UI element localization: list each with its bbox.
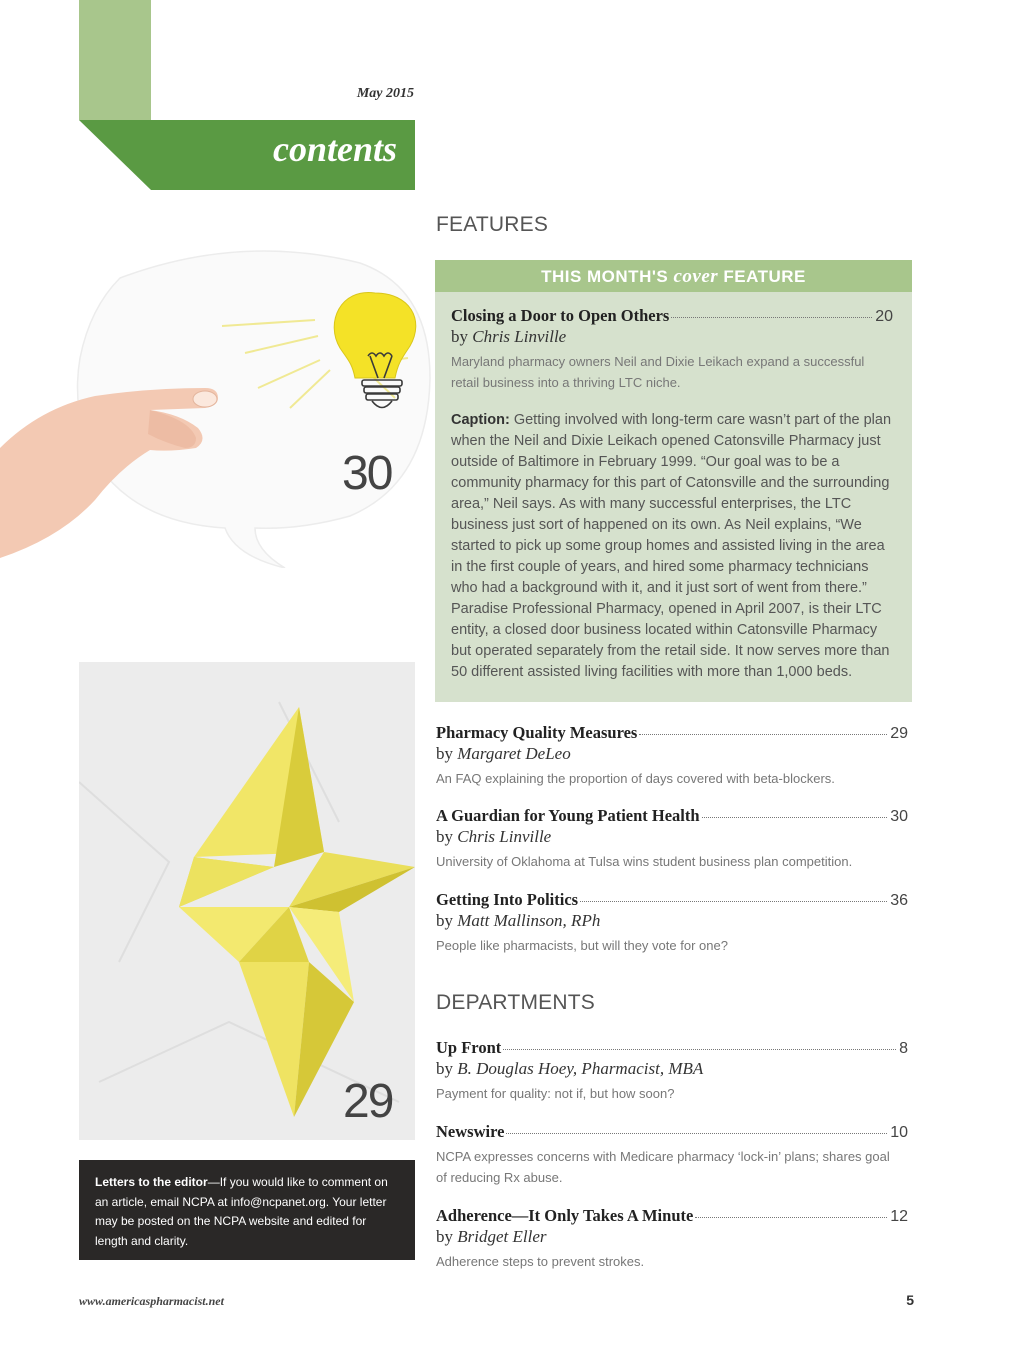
article-title[interactable]: Up Front bbox=[436, 1038, 502, 1057]
leader-dots bbox=[695, 1217, 887, 1218]
article-byline bbox=[436, 911, 908, 931]
star-page-number: 29 bbox=[343, 1075, 393, 1128]
leader-dots bbox=[671, 317, 872, 318]
cover-article-entry[interactable] bbox=[451, 306, 893, 393]
feature-entry[interactable] bbox=[436, 723, 908, 789]
page-title: contents bbox=[272, 129, 397, 169]
by-label: by bbox=[436, 1059, 453, 1078]
author-name: Matt Mallinson, RPh bbox=[457, 911, 601, 930]
article-page: 10 bbox=[890, 1124, 908, 1141]
article-description: Adherence steps to prevent strokes. bbox=[436, 1254, 645, 1269]
paper-star-image bbox=[79, 662, 415, 1140]
department-entry[interactable] bbox=[436, 1206, 908, 1272]
leader-dots bbox=[580, 901, 887, 902]
footer-website[interactable]: www.americaspharmacist.net bbox=[79, 1294, 224, 1308]
article-page: 12 bbox=[890, 1208, 908, 1225]
department-entry[interactable] bbox=[436, 1038, 908, 1104]
department-entry[interactable] bbox=[436, 1122, 908, 1188]
features-heading: FEATURES bbox=[436, 213, 549, 236]
article-byline bbox=[451, 327, 893, 347]
article-description: Maryland pharmacy owners Neil and Dixie Leikach expand a successful retail business into a thriving LTC niche. bbox=[451, 354, 865, 390]
cover-caption bbox=[451, 410, 899, 683]
feature-entry[interactable] bbox=[436, 806, 908, 872]
author-name: B. Douglas Hoey, Pharmacist, MBA bbox=[457, 1059, 704, 1078]
article-title[interactable]: A Guardian for Young Patient Health bbox=[436, 806, 700, 825]
hand-lightbulb-illustration bbox=[0, 238, 432, 568]
feature-entry[interactable] bbox=[436, 890, 908, 956]
article-description: People like pharmacists, but will they vote for one? bbox=[436, 938, 728, 953]
letters-text: —If you would like to comment on an article, email NCPA at info@ncpanet.org. Your letter may be posted on the NCPA website and edited for length and clarity. bbox=[95, 1175, 388, 1248]
author-name: Chris Linville bbox=[457, 827, 552, 846]
letters-label: Letters to the editor bbox=[95, 1175, 208, 1189]
article-description: NCPA expresses concerns with Medicare pharmacy ‘lock-in’ plans; shares goal of reducing Rx abuse. bbox=[436, 1149, 890, 1185]
article-title[interactable]: Adherence—It Only Takes A Minute bbox=[436, 1206, 694, 1225]
article-page: 36 bbox=[890, 892, 908, 909]
leader-dots bbox=[503, 1049, 896, 1050]
article-title[interactable]: Newswire bbox=[436, 1122, 505, 1141]
caption-label: Caption: bbox=[451, 412, 510, 428]
article-page: 20 bbox=[875, 308, 893, 325]
cover-feature-label bbox=[435, 260, 912, 292]
article-byline bbox=[436, 1059, 908, 1079]
author-name: Bridget Eller bbox=[457, 1227, 547, 1246]
header-tab-accent bbox=[79, 0, 151, 120]
bulb-page-number: 30 bbox=[342, 447, 392, 500]
author-name: Margaret DeLeo bbox=[457, 744, 571, 763]
star-photo bbox=[79, 662, 415, 1140]
article-description: An FAQ explaining the proportion of days covered with beta-blockers. bbox=[436, 771, 835, 786]
article-page: 30 bbox=[890, 808, 908, 825]
cover-label-text: THIS MONTH'S bbox=[541, 267, 674, 286]
footer-page-number: 5 bbox=[906, 1292, 914, 1308]
by-label: by bbox=[436, 744, 453, 763]
leader-dots bbox=[639, 734, 887, 735]
by-label: by bbox=[436, 827, 453, 846]
article-page: 8 bbox=[899, 1040, 908, 1057]
article-byline bbox=[436, 1227, 908, 1247]
article-description: Payment for quality: not if, but how soon? bbox=[436, 1086, 675, 1101]
article-description: University of Oklahoma at Tulsa wins student business plan competition. bbox=[436, 854, 853, 869]
caption-text: Getting involved with long-term care wasn’t part of the plan when the Neil and Dixie Leikach opened Catonsville Pharmacy just outside of Baltimore in February 1999. “Our goal was to be a community pharmacy for this part of Catonsville and the surrounding area,” Neil says. As with many successful enterprises, the LTC business just sort of happened on its own. As Neil explains, “We started to pick up some group homes and assisted living in the area in the first couple of years, and hired some pharmacy technicians who had a background with it, and it just sort of went from there.” Paradise Professional Pharmacy, opened in April 2007, is their LTC entity, a closed door business located within Catonsville Pharmacy but operated separately from the retail side. It now serves more than 50 different assisted living facilities with more than 1,000 beds. bbox=[451, 412, 892, 680]
by-label: by bbox=[451, 327, 468, 346]
leader-dots bbox=[702, 817, 888, 818]
article-page: 29 bbox=[890, 725, 908, 742]
article-byline bbox=[436, 827, 908, 847]
departments-heading: DEPARTMENTS bbox=[436, 991, 595, 1014]
cover-label-text-post: FEATURE bbox=[718, 267, 806, 286]
issue-date: May 2015 bbox=[356, 86, 414, 101]
article-title[interactable]: Getting Into Politics bbox=[436, 890, 579, 909]
cover-label-em: cover bbox=[673, 266, 719, 287]
leader-dots bbox=[506, 1133, 887, 1134]
article-title[interactable]: Closing a Door to Open Others bbox=[451, 306, 670, 325]
article-title[interactable]: Pharmacy Quality Measures bbox=[436, 723, 638, 742]
by-label: by bbox=[436, 1227, 453, 1246]
by-label: by bbox=[436, 911, 453, 930]
author-name: Chris Linville bbox=[472, 327, 567, 346]
letters-to-editor-box bbox=[79, 1160, 415, 1260]
article-byline bbox=[436, 744, 908, 764]
